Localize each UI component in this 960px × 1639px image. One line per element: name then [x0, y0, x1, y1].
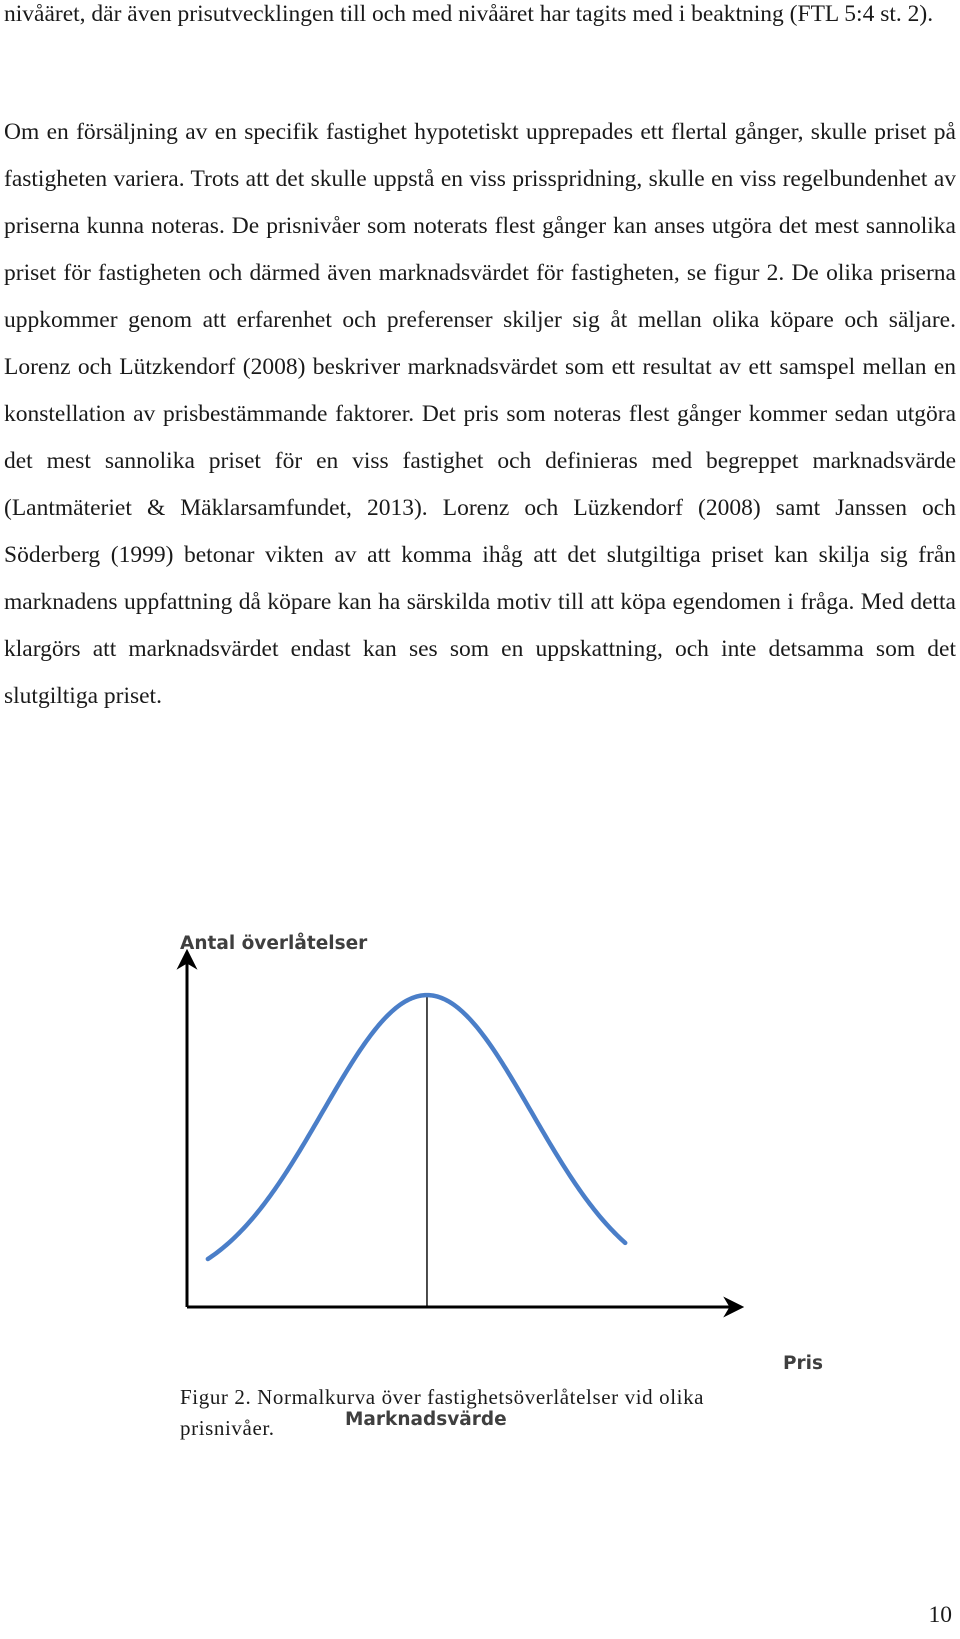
y-axis-label: Antal överlåtelser — [180, 933, 368, 954]
paragraph-1: nivåäret, där även prisutvecklingen till och med nivåäret har tagits med i beaktning (FTL 5:4 st. 2). — [4, 1, 934, 27]
figure-caption: Figur 2. Normalkurva över fastighetsöverlåtelser vid olika prisnivåer. — [180, 1385, 705, 1440]
market-value-label: Marknadsvärde — [345, 1409, 507, 1430]
normal-curve-chart — [160, 930, 840, 1410]
normal-curve-line — [208, 995, 625, 1259]
x-axis-label: Pris — [783, 1353, 824, 1374]
paragraph-2: Om en försäljning av en specifik fastighet hypotetiskt upprepades ett flertal gånger, skulle priset på fastigheten variera. Trots att det skulle uppstå en viss prisspridning, skulle en viss regelbundenhet av priserna kunna noteras. De prisnivåer som noterats flest gånger kan anses utgöra det mest sannolika priset för fastigheten och därmed även marknadsvärdet för fastigheten, se figur 2. De olika priserna uppkommer genom att erfarenhet och preferenser skiljer sig åt mellan olika köpare och säljare. Lorenz och Lützkendorf (2008) beskriver marknadsvärdet som ett resultat av ett samspel mellan en konstellation av prisbestämmande faktorer. Det pris som noteras flest gånger kommer sedan utgöra det mest sannolika priset för en viss fastighet och definieras med begreppet marknadsvärde (Lantmäteriet & Mäklarsamfundet, 2013). Lorenz och Lüzkendorf (2008) samt Janssen och Söderberg (1999) betonar vikten av att komma ihåg att det slutgiltiga priset kan skilja sig från marknadens uppfattning då köpare kan ha särskilda motiv till att köpa egendomen i fråga. Med detta klargörs att marknadsvärdet endast kan ses som en uppskattning, och inte detsamma som det slutgiltiga priset. — [4, 119, 956, 709]
page-number: 10 — [928, 1602, 952, 1628]
